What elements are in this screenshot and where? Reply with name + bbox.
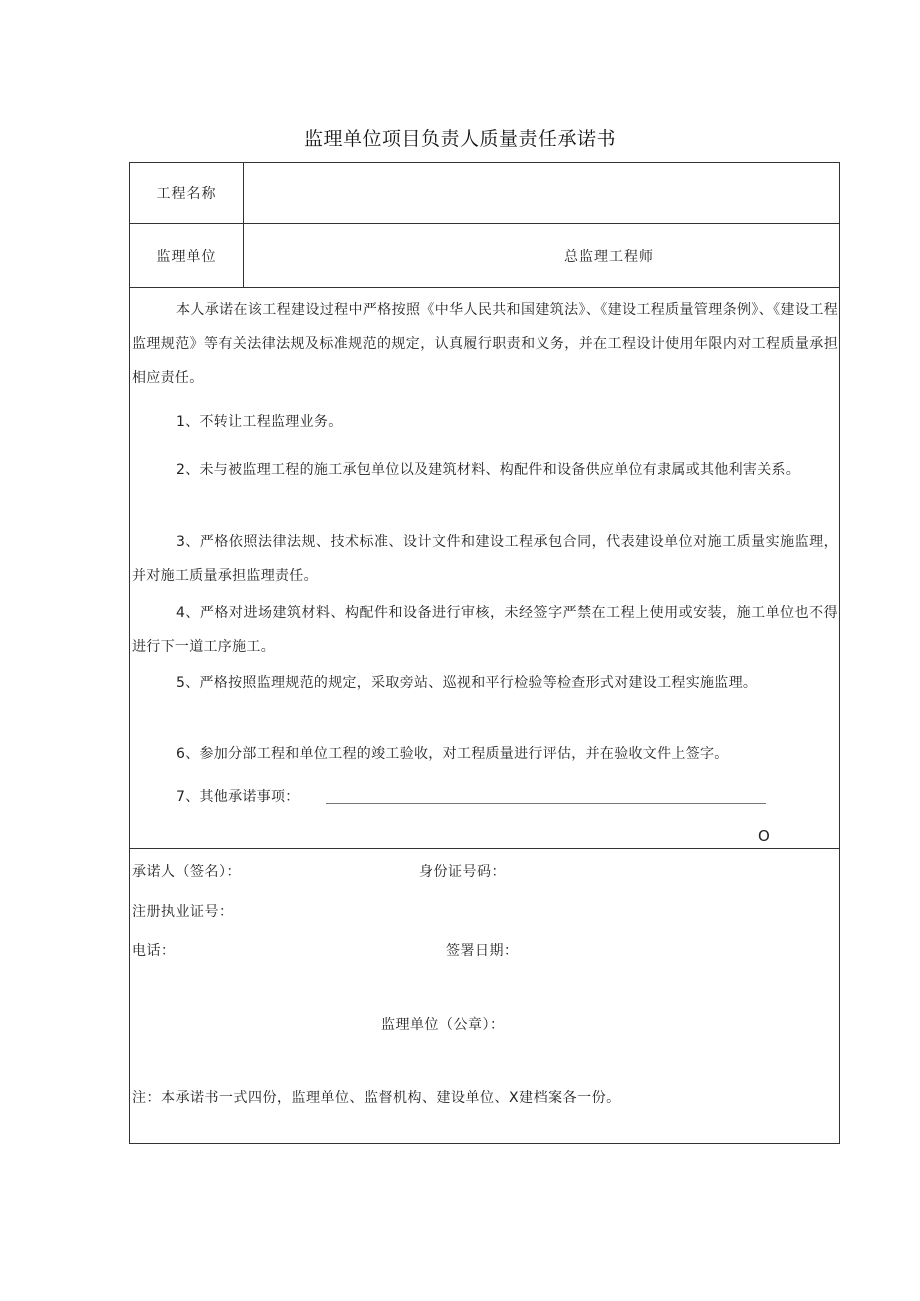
commitment-form-table (129, 162, 840, 1144)
chief-engineer-label: 总监理工程师 (564, 248, 654, 265)
supervision-unit-label: 监理单位 (130, 224, 244, 287)
id-card-label: 身份证号码： (419, 864, 506, 880)
registration-number-label: 注册执业证号： (132, 904, 234, 920)
end-mark: O (758, 827, 770, 845)
commitment-item-1: 1、不转让工程监理业务。 (176, 414, 343, 430)
commitment-item-5: 5、严格按照监理规范的规定，采取旁站、巡视和平行检验等检查形式对建设工程实施监理。 (176, 675, 758, 691)
page-title: 监理单位项目负责人质量责任承诺书 (303, 128, 616, 150)
commitment-item-2: 2、未与被监理工程的施工承包单位以及建筑材料、构配件和设备供应单位有隶属或其他利害关系。 (176, 462, 801, 478)
promisor-signature-label: 承诺人（签名）： (132, 864, 241, 880)
supervision-unit-field[interactable] (244, 224, 839, 287)
project-name-label: 工程名称 (130, 163, 244, 223)
other-commitments-field[interactable] (326, 803, 766, 804)
commitment-intro: 本人承诺在该工程建设过程中严格按照《中华人民共和国建筑法》、《建设工程质量管理条例》、《建设工程监理规范》等有关法律法规及标准规范的规定，认真履行职责和义务，并在工程设计使用年限内对工程质量承担相应责任。 (132, 302, 838, 386)
commitment-item-6: 6、参加分部工程和单位工程的竣工验收，对工程质量进行评估，并在验收文件上签字。 (176, 746, 729, 762)
other-commitments-label: 7、其他承诺事项： (176, 789, 300, 805)
commitment-item-4: 4、严格对进场建筑材料、构配件和设备进行审核，未经签字严禁在工程上使用或安装，施工单位也不得进行下一道工序施工。 (132, 605, 838, 655)
supervision-unit-row (130, 224, 839, 288)
phone-label: 电话： (132, 943, 176, 959)
sign-date-label: 签署日期： (446, 943, 519, 959)
project-name-row (130, 163, 839, 224)
official-seal-label: 监理单位（公章）： (381, 1017, 505, 1033)
copies-note: 注：本承诺书一式四份，监理单位、监督机构、建设单位、X建档案各一份。 (132, 1090, 621, 1106)
commitment-item-3: 3、严格依照法律法规、技术标准、设计文件和建设工程承包合同，代表建设单位对施工质量实施监理，并对施工质量承担监理责任。 (132, 534, 838, 584)
project-name-field[interactable] (244, 163, 839, 223)
